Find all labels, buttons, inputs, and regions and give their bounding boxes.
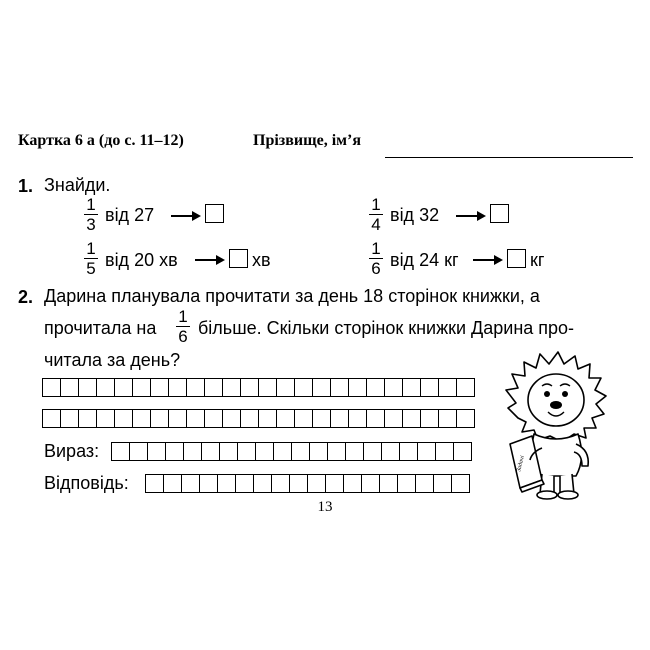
grid-cell[interactable] [277,379,295,397]
grid-cell[interactable] [274,443,292,461]
grid-cell[interactable] [166,443,184,461]
grid-cell[interactable] [259,410,277,428]
grid-cell[interactable] [418,443,436,461]
task-1d-unit: кг [530,250,545,270]
hedgehog-with-book-icon [498,348,618,503]
grid-cell[interactable] [115,379,133,397]
grid-cell[interactable] [277,410,295,428]
grid-cell[interactable] [115,410,133,428]
grid-cell[interactable] [295,410,313,428]
task-1-prompt: Знайди. [44,175,111,195]
grid-cell[interactable] [403,379,421,397]
fraction-one-quarter: 1 4 [369,196,383,233]
grid-cell[interactable] [259,379,277,397]
grid-cell[interactable] [380,475,398,493]
grid-cell[interactable] [112,443,130,461]
grid-cell[interactable] [400,443,418,461]
grid-cell[interactable] [169,379,187,397]
grid-cell[interactable] [223,379,241,397]
grid-cell[interactable] [236,475,254,493]
grid-cell[interactable] [43,410,61,428]
grid-cell[interactable] [382,443,400,461]
grid-cell[interactable] [326,475,344,493]
grid-cell[interactable] [421,410,439,428]
grid-cell[interactable] [169,410,187,428]
grid-cell[interactable] [164,475,182,493]
grid-cell[interactable] [97,410,115,428]
task-1d-text: від 24 кг [390,250,459,270]
arrow-right-icon [194,253,226,267]
grid-cell[interactable] [344,475,362,493]
expression-grid[interactable] [111,442,472,461]
grid-cell[interactable] [439,410,457,428]
answer-box-1c[interactable] [229,249,248,268]
task-1c-text: від 20 хв [105,250,178,270]
grid-cell[interactable] [184,443,202,461]
grid-cell[interactable] [416,475,434,493]
grid-cell[interactable] [346,443,364,461]
grid-cell[interactable] [223,410,241,428]
grid-cell[interactable] [272,475,290,493]
answer-label: Відповідь: [44,473,129,493]
expression-label: Вираз: [44,441,100,461]
writing-grid-row-1[interactable] [42,378,475,397]
writing-grid-row-2[interactable] [42,409,475,428]
fraction-one-sixth-task-2: 1 6 [176,308,190,345]
grid-cell[interactable] [218,475,236,493]
grid-cell[interactable] [349,379,367,397]
grid-cell[interactable] [367,379,385,397]
card-title: Картка 6 а (до с. 11–12) [18,132,184,149]
grid-cell[interactable] [295,379,313,397]
grid-cell[interactable] [328,443,346,461]
grid-cell[interactable] [202,443,220,461]
grid-cell[interactable] [220,443,238,461]
fraction-one-fifth: 1 5 [84,240,98,277]
grid-cell[interactable] [151,410,169,428]
grid-cell[interactable] [292,443,310,461]
book-label: Задачі [516,455,526,473]
grid-cell[interactable] [61,410,79,428]
task-2-line-2-start: прочитала на [44,318,157,338]
grid-cell[interactable] [79,410,97,428]
answer-box-1d[interactable] [507,249,526,268]
grid-cell[interactable] [43,379,61,397]
grid-cell[interactable] [331,379,349,397]
grid-cell[interactable] [313,379,331,397]
arrow-right-icon [455,209,487,223]
task-1a-text: від 27 [105,205,155,225]
grid-cell[interactable] [254,475,272,493]
name-field-line[interactable] [385,157,633,158]
grid-cell[interactable] [310,443,328,461]
page-number: 13 [317,499,333,515]
grid-cell[interactable] [403,410,421,428]
grid-cell[interactable] [148,443,166,461]
grid-cell[interactable] [241,379,259,397]
grid-cell[interactable] [200,475,218,493]
grid-cell[interactable] [238,443,256,461]
grid-cell[interactable] [436,443,454,461]
task-2-number: 2. [18,287,34,307]
task-2-line-2-end: більше. Скільки сторінок книжки Дарина про- [198,318,575,338]
grid-cell[interactable] [187,410,205,428]
grid-cell[interactable] [331,410,349,428]
grid-cell[interactable] [205,410,223,428]
arrow-right-icon [170,209,202,223]
answer-box-1a[interactable] [205,204,224,223]
grid-cell[interactable] [130,443,148,461]
fraction-one-third: 1 3 [84,196,98,233]
grid-cell[interactable] [256,443,274,461]
grid-cell[interactable] [421,379,439,397]
grid-cell[interactable] [133,410,151,428]
grid-cell[interactable] [97,379,115,397]
grid-cell[interactable] [146,475,164,493]
grid-cell[interactable] [367,410,385,428]
grid-cell[interactable] [313,410,331,428]
grid-cell[interactable] [133,379,151,397]
grid-cell[interactable] [385,379,403,397]
name-label: Прізвище, ім’я [253,132,362,149]
grid-cell[interactable] [187,379,205,397]
grid-cell[interactable] [349,410,367,428]
grid-cell[interactable] [385,410,403,428]
grid-cell[interactable] [290,475,308,493]
grid-cell[interactable] [61,379,79,397]
grid-cell[interactable] [308,475,326,493]
task-1-number: 1. [18,176,34,196]
task-2-line-1: Дарина планувала прочитати за день 18 сторінок книжки, а [44,286,540,306]
task-1c-unit: хв [252,250,271,270]
grid-cell[interactable] [454,443,472,461]
grid-cell[interactable] [457,410,475,428]
task-2-line-3: читала за день? [44,350,181,370]
grid-cell[interactable] [398,475,416,493]
grid-cell[interactable] [241,410,259,428]
grid-cell[interactable] [434,475,452,493]
grid-cell[interactable] [79,379,97,397]
task-1b-text: від 32 [390,205,440,225]
grid-cell[interactable] [457,379,475,397]
grid-cell[interactable] [362,475,380,493]
arrow-right-icon [472,253,504,267]
grid-cell[interactable] [182,475,200,493]
fraction-one-sixth: 1 6 [369,240,383,277]
grid-cell[interactable] [205,379,223,397]
grid-cell[interactable] [452,475,470,493]
answer-box-1b[interactable] [490,204,509,223]
grid-cell[interactable] [151,379,169,397]
grid-cell[interactable] [364,443,382,461]
grid-cell[interactable] [439,379,457,397]
answer-grid[interactable] [145,474,470,493]
